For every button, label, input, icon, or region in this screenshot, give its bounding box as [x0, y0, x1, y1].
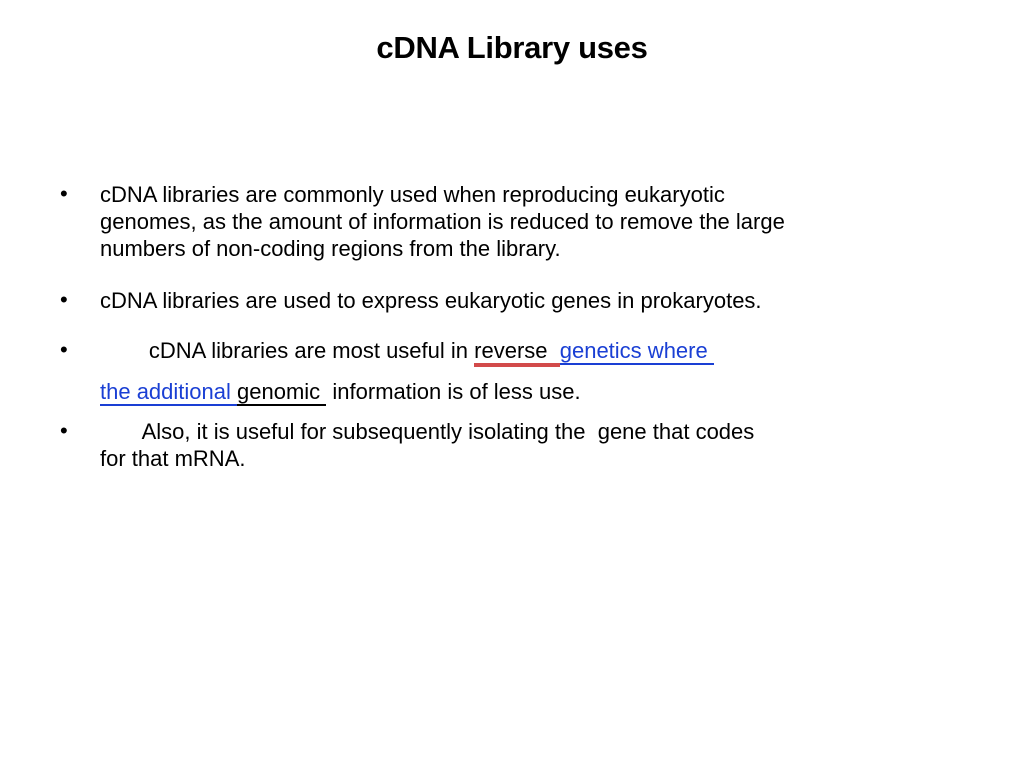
- bullet-dot-4: •: [60, 418, 68, 443]
- the-additional-link[interactable]: the additional: [100, 379, 237, 404]
- where-link[interactable]: where: [641, 338, 714, 363]
- genomic-text: genomic: [237, 379, 327, 404]
- genetics-link[interactable]: genetics: [559, 338, 642, 363]
- bullet-2-line-1: cDNA libraries are used to express eukaryotic genes in prokaryotes.: [100, 288, 762, 313]
- slide-title: cDNA Library uses: [376, 30, 648, 65]
- bullet-1-line-3: numbers of non-coding regions from the library.: [100, 236, 561, 261]
- bullet-4-line-1: Also, it is useful for subsequently isolating the gene that codes: [100, 419, 755, 444]
- bullet-3-lead-text: cDNA libraries are most useful in: [100, 338, 475, 363]
- bullet-dot-1: •: [60, 181, 68, 206]
- bullet-3-line-1: [100, 337, 714, 364]
- reverse-text: reverse: [474, 338, 547, 367]
- bullet-dot-2: •: [60, 287, 68, 312]
- bullet-4-line-2: for that mRNA.: [100, 446, 246, 471]
- reverse-gap: [548, 338, 560, 367]
- bullet-dot-3: •: [60, 337, 68, 362]
- bullet-1-line-1: cDNA libraries are commonly used when reproducing eukaryotic: [100, 182, 725, 207]
- bullet-3-line-2: [100, 378, 581, 405]
- bullet-1-line-2: genomes, as the amount of information is reduced to remove the large: [100, 209, 785, 234]
- bullet-3-tail-text: information is of less use.: [326, 379, 581, 404]
